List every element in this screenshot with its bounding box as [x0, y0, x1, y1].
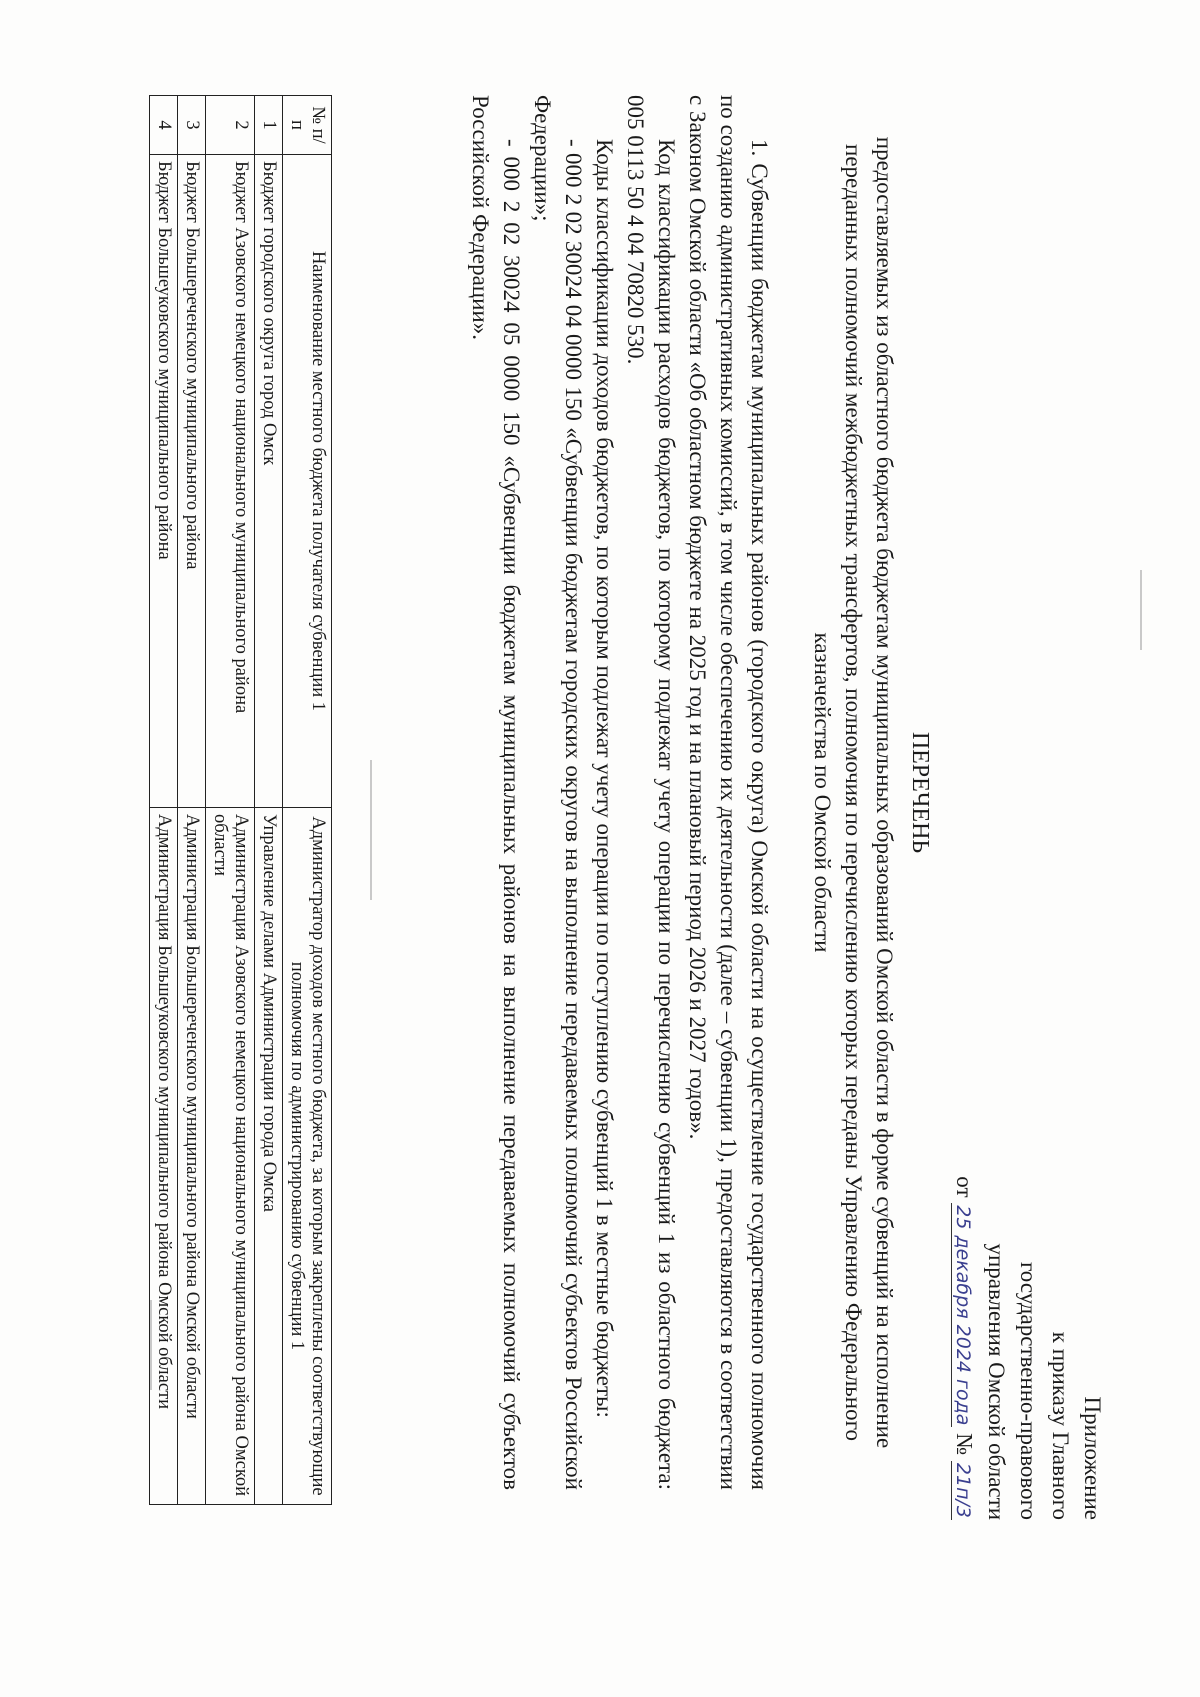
paragraph-4: - 000 2 02 30024 04 0000 150 «Субвенции бюджетам городских округов на выполнение передаваемых полномочий субъектов Российской Федерации»;: [530, 95, 586, 1490]
table-row: [255, 96, 283, 1505]
row-num: 3: [178, 96, 206, 155]
approval-block: [947, 1120, 1108, 1520]
row-name: Бюджет Большереченского муниципального района: [178, 155, 206, 808]
paragraph-3: Коды классификации доходов бюджетов, по которым подлежат учету операции по поступлению субвенций 1 в местные бюджеты:: [592, 139, 617, 1418]
approval-line: управления Омской области: [984, 1243, 1009, 1520]
row-admin: Администрация Азовского немецкого национального муниципального района Омской области: [206, 808, 255, 1505]
table-row: [206, 96, 255, 1505]
table-header-row: [283, 96, 332, 1505]
paragraph-1: 1. Субвенции бюджетам муниципальных районов (городского округа) Омской области на осуществление государственного полномочия по созданию административных комиссий, в том числе обеспечению их деятельности (далее – субвенции 1), предоставляются в соответствии с Законом Омской области «Об областном бюджете на 2025 год и на плановый период 2026 и 2027 годов».: [685, 95, 772, 1490]
approval-line: к приказу Главного: [1048, 1331, 1073, 1520]
document-title: [807, 95, 935, 1490]
table-row: [150, 96, 178, 1505]
approval-date-line: [947, 1120, 980, 1520]
handwritten-number: 21п/3: [952, 1462, 974, 1518]
row-admin: Управление делами Администрации города Омска: [255, 808, 283, 1505]
row-name: Бюджет Азовского немецкого национального муниципального района: [206, 155, 255, 808]
approval-line: Приложение: [1080, 1396, 1105, 1520]
row-num: 4: [150, 96, 178, 155]
row-name: Бюджет городского округа город Омск: [255, 155, 283, 808]
handwritten-date: 25 декабря 2024 года: [952, 1205, 974, 1426]
number-prefix: №: [952, 1433, 977, 1456]
table-row: [178, 96, 206, 1505]
title-heading: ПЕРЕЧЕНЬ: [907, 731, 933, 854]
paragraph-5: - 000 2 02 30024 05 0000 150 «Субвенции бюджетам муниципальных районов на выполнение передаваемых полномочий субъектов Российской Федерации».: [468, 95, 524, 1490]
row-admin: Администрация Большеуковского муниципального района Омской области: [150, 808, 178, 1505]
recipients-table: [149, 95, 332, 1505]
date-prefix: от: [952, 1176, 977, 1198]
header-admin: Администратор доходов местного бюджета, за которым закреплены соответствующие полномочия по администрированию субвенции 1: [283, 808, 332, 1505]
paragraph-2: Код классификации расходов бюджетов, по которому подлежат учету операции по перечислению субвенций 1 из областного бюджета: 005 0113 50 4 04 70820 530.: [623, 95, 679, 1490]
row-num: 1: [255, 96, 283, 155]
header-name: Наименование местного бюджета получателя субвенции 1: [283, 155, 332, 808]
title-subtitle: предоставляемых из областного бюджета бюджетам муниципальных образований Омской области в форме субвенций на исполнение переданных полномочий межбюджетных трансфертов, полномочия по перечислению которых переданы Управлению Федерального казначейства по Омской области: [810, 136, 897, 1449]
row-admin: Администрация Большереченского муниципального района Омской области: [178, 808, 206, 1505]
header-num: № п/п: [283, 96, 332, 155]
document-body: [465, 95, 775, 1490]
approval-line: государственно-правового: [1016, 1261, 1041, 1520]
row-name: Бюджет Большеуковского муниципального района: [150, 155, 178, 808]
row-num: 2: [206, 96, 255, 155]
